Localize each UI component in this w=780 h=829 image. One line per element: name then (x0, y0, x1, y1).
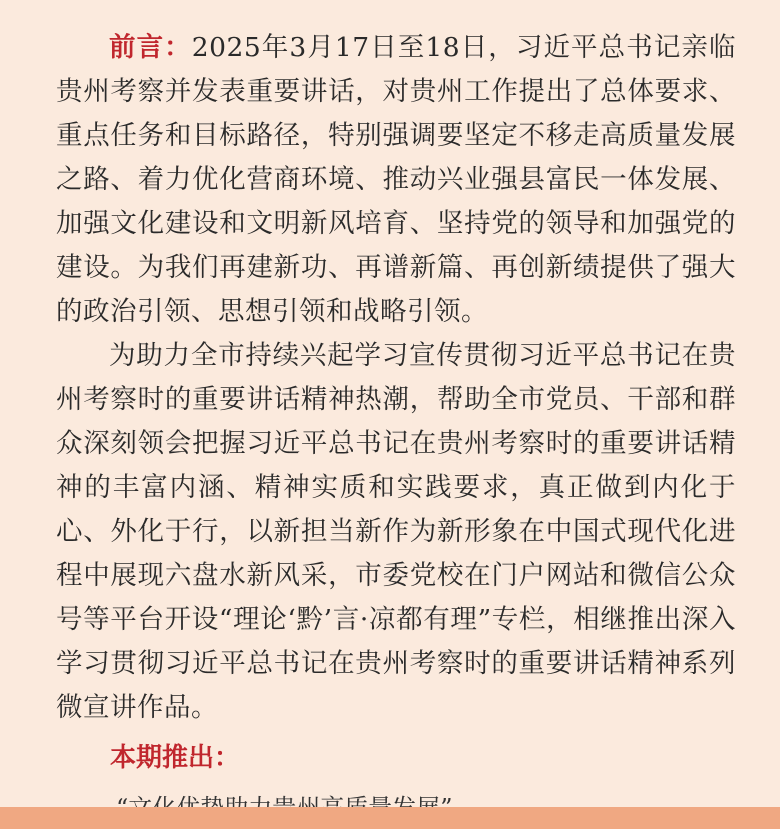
preface-label: 前言： (109, 32, 192, 63)
preface-paragraph (56, 26, 736, 334)
current-issue-label: 本期推出： (110, 743, 241, 773)
article-content (56, 26, 736, 828)
bottom-decor-bar (0, 807, 780, 829)
preface-text: 2025年3月17日至18日，习近平总书记亲临贵州考察并发表重要讲话，对贵州工作提出了总体要求、重点任务和目标路径，特别强调要坚定不移走高质量发展之路、着力优化营商环境、推动兴业强县富民一体发展、加强文化建设和文明新风培育、坚持党的领导和加强党的建设。为我们再建新功、再谱新篇、再创新绩提供了强大的政治引领、思想引领和战略引领。 (56, 32, 736, 327)
body-paragraph: 为助力全市持续兴起学习宣传贯彻习近平总书记在贵州考察时的重要讲话精神热潮，帮助全市党员、干部和群众深刻领会把握习近平总书记在贵州考察时的重要讲话精神的丰富内涵、精神实质和实践要求，真正做到内化于心、外化于行，以新担当新作为新形象在中国式现代化进程中展现六盘水新风采，市委党校在门户网站和微信公众号等平台开设“理论‘黔’言·凉都有理”专栏，相继推出深入学习贯彻习近平总书记在贵州考察时的重要讲话精神系列微宣讲作品。 (56, 340, 736, 723)
